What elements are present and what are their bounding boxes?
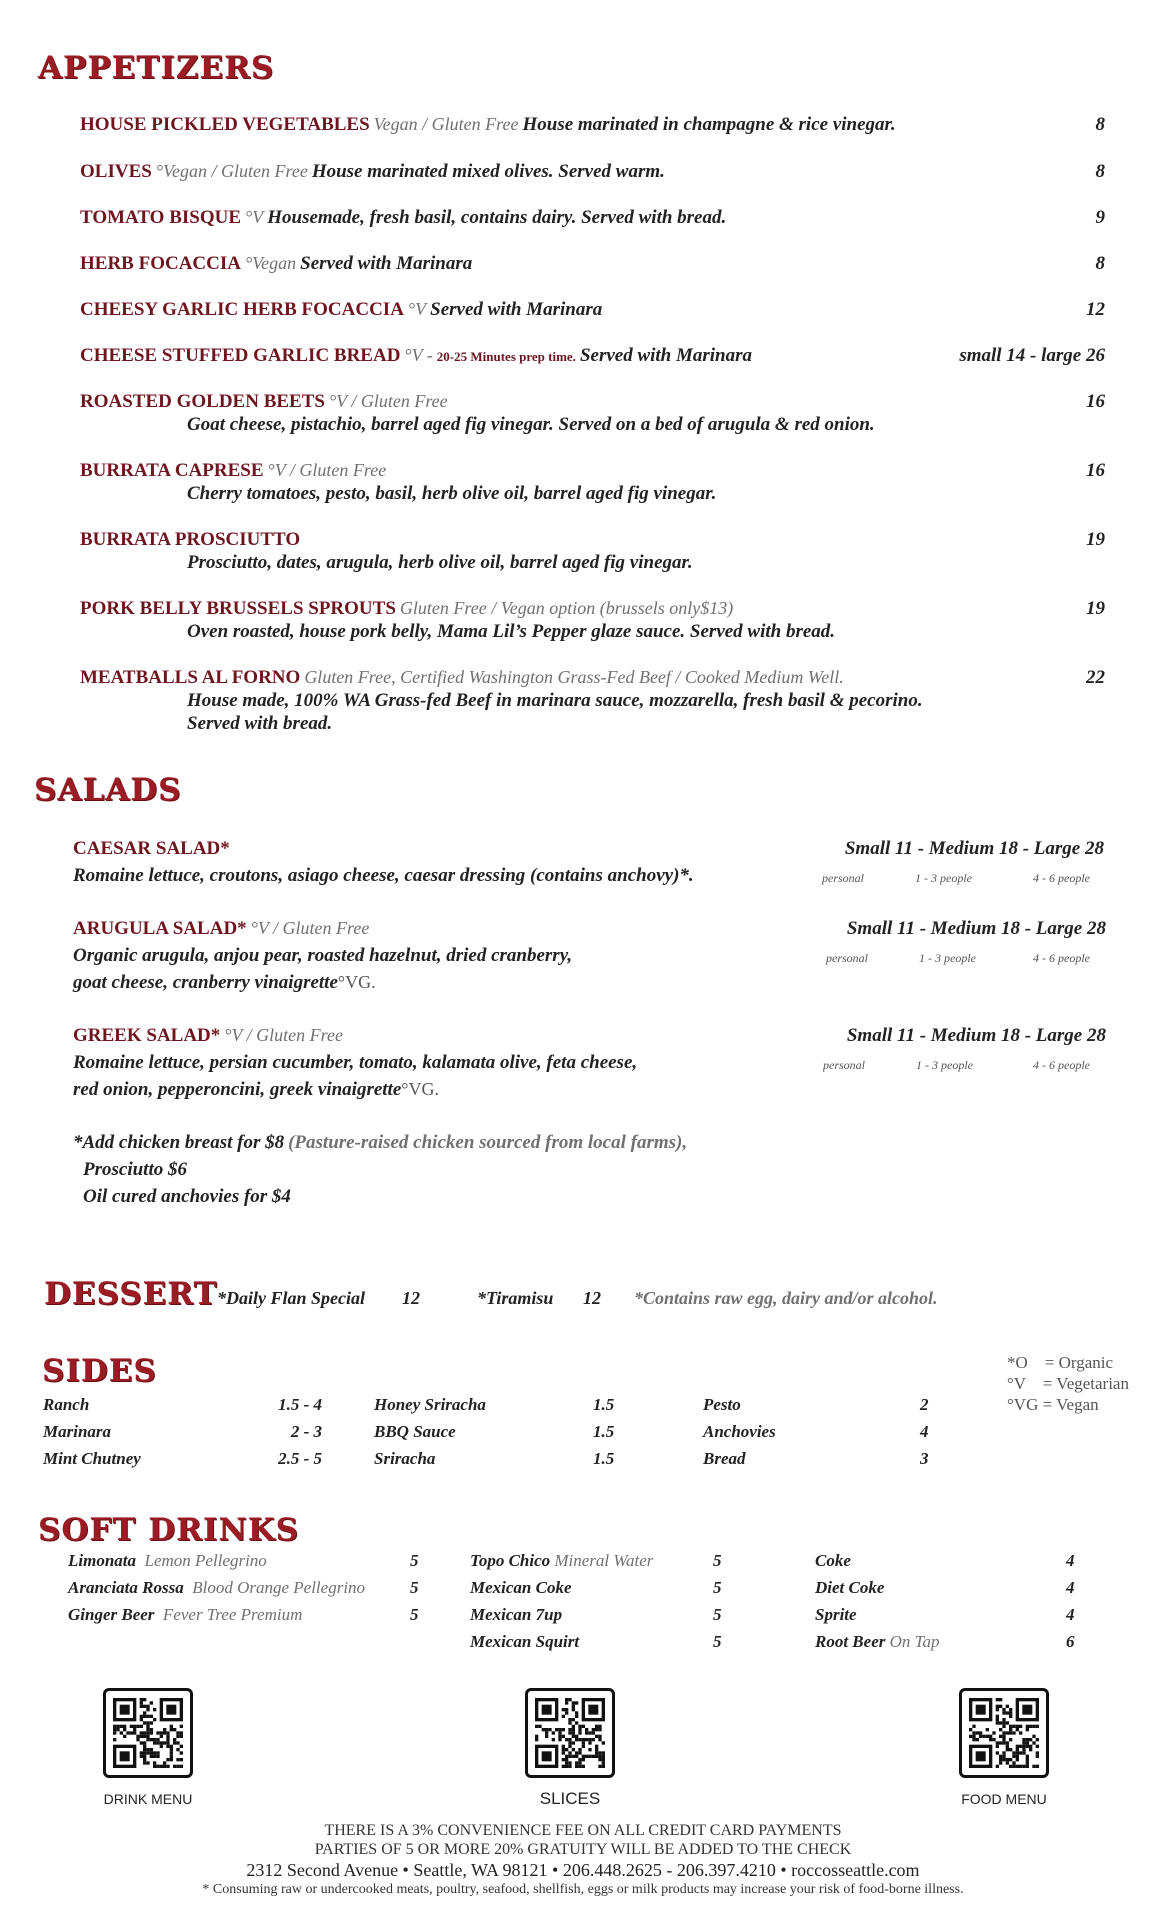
dish-name: CHEESE STUFFED GARLIC BREAD xyxy=(80,345,401,366)
addon-anchovies: Oil cured anchovies for $4 xyxy=(83,1186,291,1207)
footer-gratuity-notice: PARTIES OF 5 OR MORE 20% GRATUITY WILL BE ADDED TO THE CHECK xyxy=(314,1841,852,1858)
legend-organic: *O = Organic xyxy=(1007,1353,1114,1372)
drink-name: Mexican 7up xyxy=(470,1605,563,1624)
salad-name: GREEK SALAD* xyxy=(73,1025,221,1046)
vegan-mark: °VG. xyxy=(401,1079,439,1099)
qr-code-icon xyxy=(535,1698,605,1768)
drink-price: 5 xyxy=(410,1605,419,1624)
qr-code-icon xyxy=(969,1698,1039,1768)
dessert-note: *Contains raw egg, dairy and/or alcohol. xyxy=(634,1288,938,1308)
salad-header xyxy=(73,918,369,940)
salad-desc-line2 xyxy=(73,972,376,994)
dish-price: 16 xyxy=(1086,460,1105,481)
drink-name: Root Beer xyxy=(815,1632,886,1651)
salad-desc-continued: goat cheese, cranberry vinaigrette xyxy=(73,972,338,993)
dish-name: MEATBALLS AL FORNO xyxy=(80,667,301,688)
dish-tag: °V / Gluten Free xyxy=(267,460,387,480)
dish-desc: House made, 100% WA Grass-fed Beef in marinara sauce, mozzarella, fresh basil & pecorino. xyxy=(187,690,923,711)
dish-tag: °Vegan / Gluten Free xyxy=(155,161,308,181)
side-item: Bread xyxy=(703,1449,746,1468)
legend-vegetarian: °V = Vegetarian xyxy=(1007,1374,1129,1393)
drink-note: Lemon Pellegrino xyxy=(144,1551,267,1570)
appetizer-item xyxy=(80,207,726,229)
dish-desc: House marinated mixed olives. Served warm. xyxy=(311,161,665,182)
addon-prosciutto: Prosciutto $6 xyxy=(83,1159,187,1180)
side-price: 2.5 - 5 xyxy=(278,1449,322,1468)
drink-name: Aranciata Rossa xyxy=(68,1578,184,1597)
dish-name: ROASTED GOLDEN BEETS xyxy=(80,391,325,412)
appetizers-title: APPETIZERS xyxy=(38,50,275,86)
side-price: 3 xyxy=(920,1449,929,1468)
salads-title: SALADS xyxy=(34,772,182,808)
drink-price: 5 xyxy=(410,1551,419,1570)
drink-price: 6 xyxy=(1066,1632,1075,1651)
drink-name: Sprite xyxy=(815,1605,857,1624)
food-menu-qr[interactable] xyxy=(959,1688,1049,1778)
drink-menu-qr[interactable] xyxy=(103,1688,193,1778)
drink-item xyxy=(68,1605,302,1625)
size-caption-large: 4 - 6 people xyxy=(1033,951,1090,965)
drink-name: Diet Coke xyxy=(815,1578,885,1597)
appetizer-item xyxy=(80,161,665,183)
dish-price: 8 xyxy=(1095,253,1105,274)
dish-desc: Served with Marinara xyxy=(430,299,603,320)
dessert-item: *Daily Flan Special xyxy=(217,1288,365,1308)
dish-name: HOUSE PICKLED VEGETABLES xyxy=(80,114,370,135)
dessert-price: 12 xyxy=(583,1288,601,1308)
dish-name: OLIVES xyxy=(80,161,152,182)
dessert-item: *Tiramisu xyxy=(477,1288,554,1308)
dish-desc: Goat cheese, pistachio, barrel aged fig vinegar. Served on a bed of arugula & red onion. xyxy=(187,414,875,435)
footer-address: 2312 Second Avenue • Seattle, WA 98121 • 206.448.2625 - 206.397.4210 • roccosseattle.com xyxy=(246,1860,920,1880)
drink-note: Blood Orange Pellegrino xyxy=(192,1578,366,1597)
appetizer-item xyxy=(80,114,896,136)
appetizer-item xyxy=(80,391,448,413)
drink-price: 5 xyxy=(410,1578,419,1597)
side-item: Pesto xyxy=(703,1395,741,1414)
size-caption-medium: 1 - 3 people xyxy=(915,871,972,885)
vegan-mark: °VG. xyxy=(337,972,376,992)
drink-item xyxy=(68,1578,365,1598)
size-caption-medium: 1 - 3 people xyxy=(919,951,976,965)
drink-price: 4 xyxy=(1066,1578,1075,1597)
addon-chicken: *Add chicken breast for $8 xyxy=(73,1132,285,1153)
sides-title: SIDES xyxy=(42,1353,157,1389)
side-price: 1.5 - 4 xyxy=(278,1395,322,1414)
salad-tag: °V / Gluten Free xyxy=(224,1025,343,1045)
dish-price: 8 xyxy=(1095,114,1105,135)
salad-name-text: CAESAR SALAD* xyxy=(73,838,230,859)
dish-name: PORK BELLY BRUSSELS SPROUTS xyxy=(80,598,396,619)
salad-name xyxy=(73,838,230,860)
soft-drinks-title: SOFT DRINKS xyxy=(38,1512,300,1548)
dish-desc: Prosciutto, dates, arugula, herb olive oil, barrel aged fig vinegar. xyxy=(187,552,693,573)
drink-item xyxy=(470,1551,653,1571)
dish-price: 22 xyxy=(1086,667,1105,688)
drink-name: Ginger Beer xyxy=(68,1605,155,1624)
salad-desc-continued: red onion, pepperoncini, greek vinaigrette xyxy=(73,1079,402,1100)
salad-desc: Romaine lettuce, persian cucumber, tomato, kalamata olive, feta cheese, xyxy=(73,1052,638,1073)
appetizer-item xyxy=(80,345,752,367)
dessert-title: DESSERT xyxy=(44,1276,218,1312)
side-item: Honey Sriracha xyxy=(374,1395,486,1414)
dish-price: 9 xyxy=(1095,207,1105,228)
dish-desc: Served with Marinara xyxy=(579,345,753,366)
dish-tag: Gluten Free / Vegan option (brussels only$13) xyxy=(399,598,734,618)
prep-time-note: 20-25 Minutes prep time. xyxy=(436,349,576,364)
dish-price: 16 xyxy=(1086,391,1105,412)
drink-item xyxy=(68,1551,267,1571)
dish-desc: Cherry tomatoes, pesto, basil, herb olive oil, barrel aged fig vinegar. xyxy=(187,483,717,504)
salad-desc-line2 xyxy=(73,1079,439,1101)
drink-item xyxy=(815,1632,940,1652)
drink-name: Mexican Coke xyxy=(470,1578,572,1597)
drink-price: 5 xyxy=(713,1578,722,1597)
appetizer-item xyxy=(80,667,844,689)
dish-price: small 14 - large 26 xyxy=(959,345,1105,366)
side-item: Anchovies xyxy=(703,1422,776,1441)
size-caption-small: personal xyxy=(826,951,868,965)
addon-chicken-note: (Pasture-raised chicken sourced from local farms), xyxy=(288,1132,688,1153)
salad-addon-line xyxy=(73,1132,687,1154)
dish-tag: °Vegan xyxy=(244,253,297,273)
appetizer-item xyxy=(80,598,733,620)
dish-desc: Oven roasted, house pork belly, Mama Lil’s Pepper glaze sauce. Served with bread. xyxy=(187,621,836,642)
size-caption-small: personal xyxy=(822,871,864,885)
appetizer-item xyxy=(80,460,386,482)
appetizer-item xyxy=(80,529,300,551)
side-item: Marinara xyxy=(43,1422,112,1441)
side-price: 1.5 xyxy=(593,1449,615,1468)
salad-sizes: Small 11 - Medium 18 - Large 28 xyxy=(846,1025,1106,1046)
drink-name: Topo Chico xyxy=(470,1551,551,1570)
dessert-price: 12 xyxy=(402,1288,420,1308)
dish-desc: Housemade, fresh basil, contains dairy. Served with bread. xyxy=(267,207,727,228)
legend-vegan: °VG = Vegan xyxy=(1007,1395,1099,1414)
dish-desc: House marinated in champagne & rice vinegar. xyxy=(522,114,896,135)
dish-name: CHEESY GARLIC HERB FOCACCIA xyxy=(80,299,404,320)
dish-tag: °V xyxy=(245,207,264,227)
drink-note: Fever Tree Premium xyxy=(162,1605,303,1624)
dish-price: 8 xyxy=(1095,161,1105,182)
footer-fee-notice: THERE IS A 3% CONVENIENCE FEE ON ALL CREDIT CARD PAYMENTS xyxy=(324,1822,842,1839)
qr-code-icon xyxy=(113,1698,183,1768)
dish-name: TOMATO BISQUE xyxy=(80,207,242,228)
salad-sizes: Small 11 - Medium 18 - Large 28 xyxy=(846,918,1106,939)
slices-qr[interactable] xyxy=(525,1688,615,1778)
salad-desc: Romaine lettuce, croutons, asiago cheese, caesar dressing (contains anchovy)*. xyxy=(73,865,694,886)
salad-sizes: Small 11 - Medium 18 - Large 28 xyxy=(844,838,1104,859)
footer-food-warning: * Consuming raw or undercooked meats, poultry, seafood, shellfish, eggs or milk products may increase your risk of food-borne illness. xyxy=(202,1882,964,1897)
dish-tag: °V - xyxy=(404,345,433,365)
side-item: Sriracha xyxy=(374,1449,436,1468)
drink-menu-label: DRINK MENU xyxy=(103,1791,193,1807)
size-caption-large: 4 - 6 people xyxy=(1033,1058,1090,1072)
size-caption-medium: 1 - 3 people xyxy=(916,1058,973,1072)
size-caption-small: personal xyxy=(823,1058,865,1072)
dish-tag: Gluten Free, Certified Washington Grass-Fed Beef / Cooked Medium Well. xyxy=(304,667,844,687)
side-price: 1.5 xyxy=(593,1422,615,1441)
drink-name: Mexican Squirt xyxy=(470,1632,580,1651)
dish-desc: Served with Marinara xyxy=(300,253,473,274)
size-caption-large: 4 - 6 people xyxy=(1033,871,1090,885)
slices-label: SLICES xyxy=(539,1789,601,1808)
drink-note: Mineral Water xyxy=(554,1551,654,1570)
drink-price: 4 xyxy=(1066,1551,1075,1570)
salad-tag: °V / Gluten Free xyxy=(250,918,370,938)
dish-price: 19 xyxy=(1086,529,1105,550)
drink-price: 5 xyxy=(713,1551,722,1570)
side-item: Ranch xyxy=(43,1395,90,1414)
dish-tag: °V / Gluten Free xyxy=(328,391,448,411)
dish-tag: °V xyxy=(407,299,427,319)
appetizer-item xyxy=(80,253,472,275)
side-item: Mint Chutney xyxy=(43,1449,141,1468)
drink-note: On Tap xyxy=(889,1632,940,1651)
dish-name: HERB FOCACCIA xyxy=(80,253,241,274)
side-price: 2 xyxy=(920,1395,929,1414)
appetizer-item xyxy=(80,299,602,321)
dish-price: 12 xyxy=(1086,299,1105,320)
dish-name: BURRATA CAPRESE xyxy=(80,460,264,481)
food-menu-label: FOOD MENU xyxy=(961,1791,1047,1807)
dish-name: BURRATA PROSCIUTTO xyxy=(80,529,301,550)
drink-price: 5 xyxy=(713,1632,722,1651)
dish-price: 19 xyxy=(1086,598,1105,619)
side-price: 2 - 3 xyxy=(290,1422,322,1441)
dish-desc-continued: Served with bread. xyxy=(187,713,333,734)
salad-desc: Organic arugula, anjou pear, roasted hazelnut, dried cranberry, xyxy=(73,945,573,966)
side-item: BBQ Sauce xyxy=(374,1422,456,1441)
diet-legend xyxy=(1007,1352,1129,1415)
drink-price: 5 xyxy=(713,1605,722,1624)
drink-price: 4 xyxy=(1066,1605,1075,1624)
salad-name: ARUGULA SALAD* xyxy=(73,918,247,939)
side-price: 4 xyxy=(920,1422,929,1441)
side-price: 1.5 xyxy=(593,1395,615,1414)
drink-name: Coke xyxy=(815,1551,851,1570)
drink-name: Limonata xyxy=(68,1551,137,1570)
dish-tag: Vegan / Gluten Free xyxy=(373,114,519,134)
salad-header xyxy=(73,1025,343,1047)
